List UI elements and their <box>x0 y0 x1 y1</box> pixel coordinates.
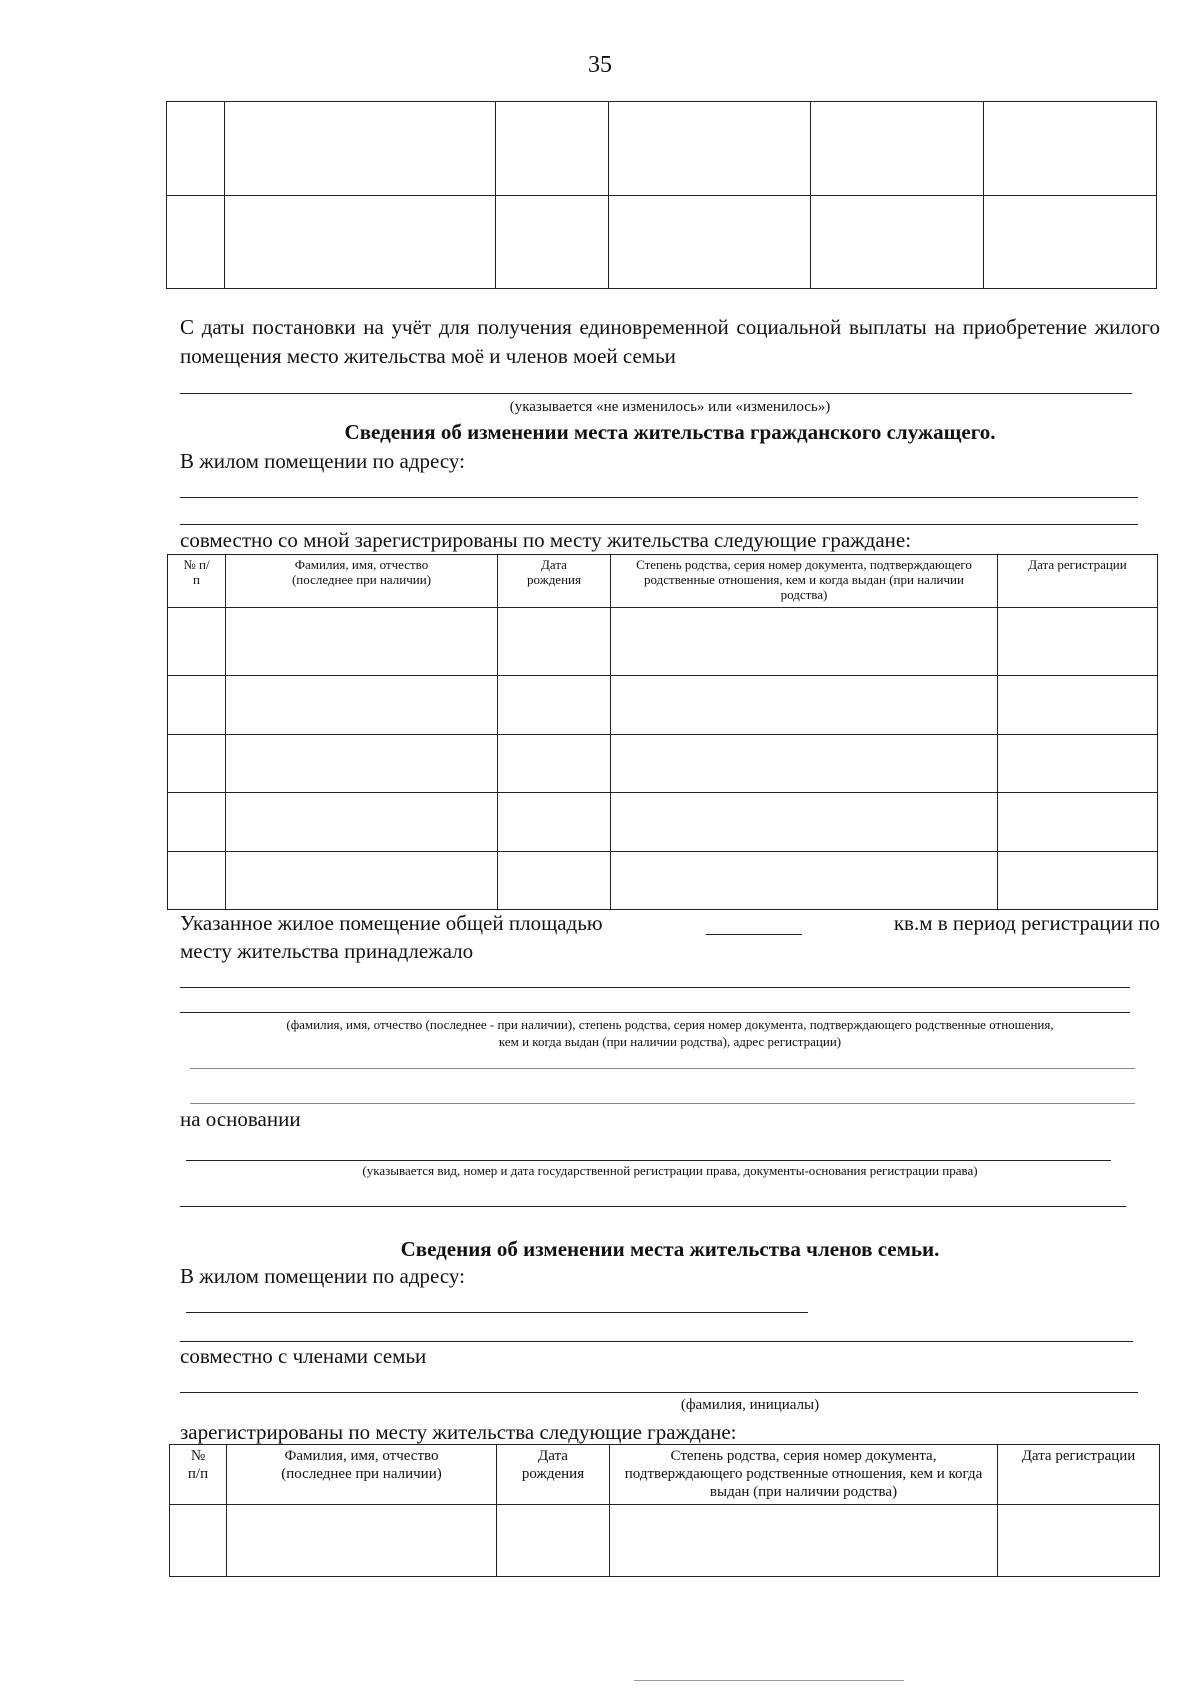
table-cell[interactable] <box>497 1505 610 1577</box>
table-cell[interactable] <box>498 608 611 676</box>
hint-changed: (указывается «не изменилось» или «изменилось») <box>509 399 831 415</box>
fill-line-owner-4[interactable] <box>190 1103 1135 1104</box>
table-cell[interactable] <box>168 608 226 676</box>
table-header-row <box>168 555 1158 608</box>
table-cell[interactable] <box>609 102 811 196</box>
bottom-line-mark <box>634 1680 904 1681</box>
intro-paragraph: С даты постановки на учёт для получения единовременной социальной выплаты на приобретение жилого помещения место жительства моё и членов моей семьи <box>180 315 1160 368</box>
table-cell[interactable] <box>998 676 1158 735</box>
fill-line-family-names[interactable] <box>180 1392 1138 1393</box>
address-label-employee: В жилом помещении по адресу: <box>180 449 465 473</box>
fill-line-family-address-2[interactable] <box>180 1341 1133 1342</box>
table-cell[interactable] <box>811 102 984 196</box>
table-row <box>168 735 1158 793</box>
col-header-relation: Степень родства, серия номер документа, подтверждающего родственные отношения, кем и когда выдан (при наличии родства) <box>610 1445 998 1505</box>
table-cell[interactable] <box>496 102 609 196</box>
fill-line-owner-1[interactable] <box>180 987 1130 988</box>
table-cell[interactable] <box>611 852 998 910</box>
table-row <box>168 793 1158 852</box>
table-cell[interactable] <box>226 793 498 852</box>
table-cell[interactable] <box>168 676 226 735</box>
table-cell[interactable] <box>498 735 611 793</box>
table-row <box>170 1505 1160 1577</box>
table-row <box>168 608 1158 676</box>
basis-label: на основании <box>180 1107 301 1131</box>
table-cell[interactable] <box>609 196 811 289</box>
table-header-row <box>170 1445 1160 1505</box>
col-header-relation: Степень родства, серия номер документа, подтверждающего родственные отношения, кем и когда выдан (при наличии родства) <box>611 555 998 608</box>
table-cell[interactable] <box>610 1505 998 1577</box>
fill-line-address-1[interactable] <box>180 497 1138 498</box>
col-header-birthdate: Дата рождения <box>497 1445 610 1505</box>
table-cell[interactable] <box>498 852 611 910</box>
table-cell[interactable] <box>611 735 998 793</box>
fill-line-basis-1[interactable] <box>186 1160 1111 1161</box>
table-cell[interactable] <box>998 852 1158 910</box>
table-cell[interactable] <box>998 608 1158 676</box>
hint-owner-line-2: кем и когда выдан (при наличии родства), адрес регистрации) <box>498 1034 842 1049</box>
table-cell[interactable] <box>226 735 498 793</box>
table-cell[interactable] <box>168 793 226 852</box>
table-cell[interactable] <box>226 852 498 910</box>
heading-employee: Сведения об изменении места жительства гражданского служащего. <box>344 420 996 444</box>
heading-family: Сведения об изменении места жительства членов семьи. <box>400 1237 940 1261</box>
table-cell[interactable] <box>225 196 496 289</box>
residents-table <box>167 554 1158 910</box>
col-header-number: № п/п <box>168 555 226 608</box>
table-cell[interactable] <box>498 676 611 735</box>
table-cell[interactable] <box>498 793 611 852</box>
hint-owner-line-1: (фамилия, имя, отчество (последнее - при наличии), степень родства, серия номер документа, подтверждающего родственные отношения, <box>286 1017 1054 1032</box>
table-cell[interactable] <box>226 676 498 735</box>
table-cell[interactable] <box>611 676 998 735</box>
table-cell[interactable] <box>226 608 498 676</box>
table-cell[interactable] <box>998 793 1158 852</box>
table-cell[interactable] <box>167 102 225 196</box>
hint-family: (фамилия, инициалы) <box>680 1397 820 1413</box>
table-cell[interactable] <box>496 196 609 289</box>
col-header-name: Фамилия, имя, отчество (последнее при наличии) <box>226 555 498 608</box>
fill-line-address-2[interactable] <box>180 524 1138 525</box>
address-label-family: В жилом помещении по адресу: <box>180 1264 465 1288</box>
table-cell[interactable] <box>811 196 984 289</box>
hint-basis: (указывается вид, номер и дата государственной регистрации права, документы-основания регистрации права) <box>362 1163 978 1178</box>
table-row <box>167 196 1157 289</box>
table-cell[interactable] <box>611 608 998 676</box>
area-text-end: кв.м в период регистрации по <box>893 911 1160 935</box>
table-cell[interactable] <box>170 1505 227 1577</box>
table-cell[interactable] <box>984 102 1157 196</box>
table-cell[interactable] <box>227 1505 497 1577</box>
family-label: совместно с членами семьи <box>180 1344 427 1368</box>
fill-line-status[interactable] <box>180 393 1132 394</box>
col-header-number: № п/п <box>170 1445 227 1505</box>
table-cell[interactable] <box>611 793 998 852</box>
hint-owner <box>180 1016 1160 1050</box>
table-cell[interactable] <box>998 735 1158 793</box>
fill-line-owner-2[interactable] <box>180 1012 1130 1013</box>
table-row <box>168 676 1158 735</box>
table-row <box>167 102 1157 196</box>
registered-label-employee: совместно со мной зарегистрированы по месту жительства следующие граждане: <box>180 528 912 552</box>
fill-line-owner-3[interactable] <box>190 1068 1135 1069</box>
col-header-registration-date: Дата регистрации <box>998 1445 1160 1505</box>
fill-line-area[interactable] <box>706 934 802 935</box>
table-row <box>168 852 1158 910</box>
table-cell[interactable] <box>998 1505 1160 1577</box>
col-header-registration-date: Дата регистрации <box>998 555 1158 608</box>
table-cell[interactable] <box>168 852 226 910</box>
table-cell[interactable] <box>168 735 226 793</box>
page-number: 35 <box>588 52 612 78</box>
col-header-name: Фамилия, имя, отчество (последнее при наличии) <box>227 1445 497 1505</box>
area-text-start: Указанное жилое помещение общей площадью <box>180 911 603 935</box>
area-text-owner: месту жительства принадлежало <box>180 939 474 963</box>
fill-line-family-address-1[interactable] <box>186 1312 808 1313</box>
registered-label-family: зарегистрированы по месту жительства следующие граждане: <box>180 1420 737 1444</box>
fill-line-basis-2[interactable] <box>180 1206 1126 1207</box>
col-header-birthdate: Дата рождения <box>498 555 611 608</box>
family-residents-table <box>169 1444 1160 1577</box>
continuation-table <box>166 101 1157 289</box>
table-cell[interactable] <box>984 196 1157 289</box>
table-cell[interactable] <box>225 102 496 196</box>
table-cell[interactable] <box>167 196 225 289</box>
